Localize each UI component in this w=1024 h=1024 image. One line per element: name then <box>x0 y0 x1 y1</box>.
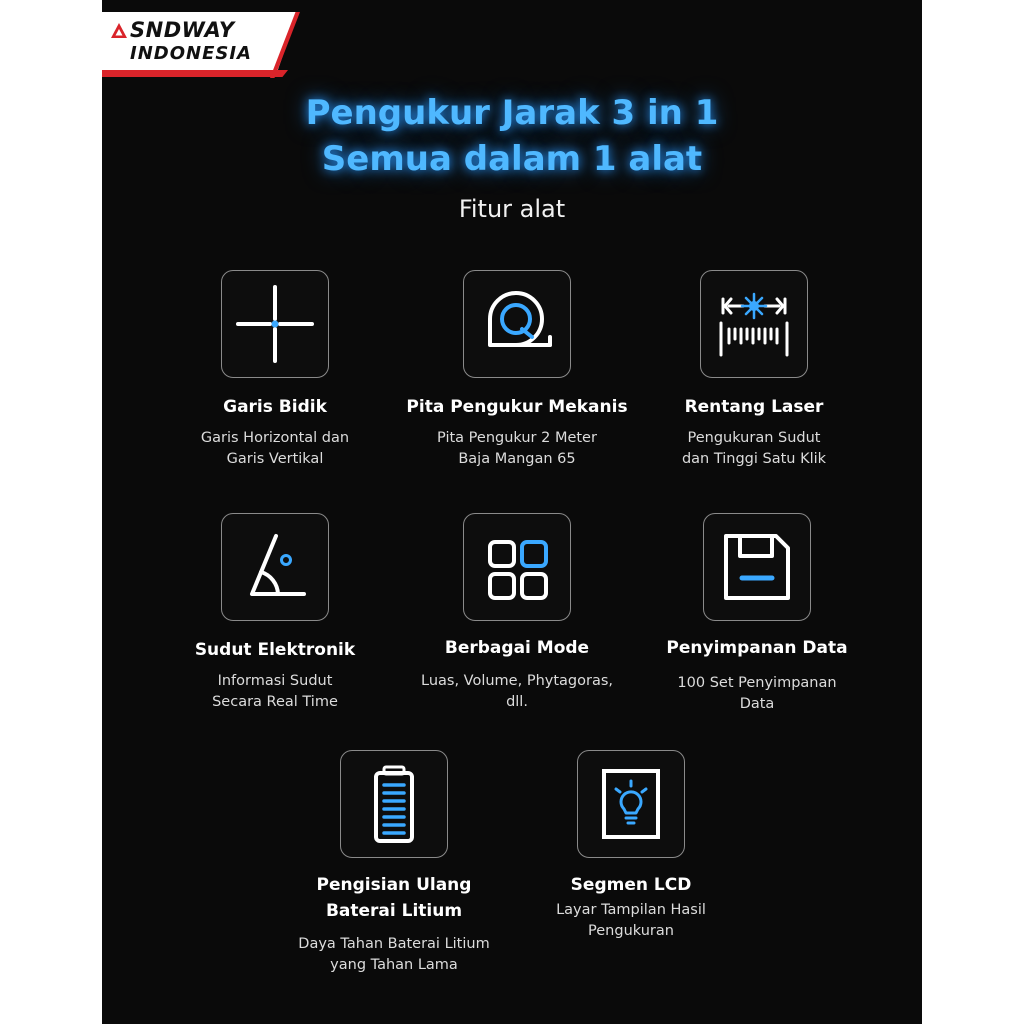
floppy-disk-icon <box>712 522 802 612</box>
feature-card-sudut-elektronik <box>155 513 395 713</box>
brand-logo <box>102 12 298 78</box>
icon-box <box>463 270 571 378</box>
feature-card-berbagai-mode <box>397 513 637 713</box>
icon-box <box>703 513 811 621</box>
battery-icon <box>349 759 439 849</box>
feature-description: Informasi Sudut Secara Real Time <box>212 673 338 710</box>
title-line-1: Pengukur Jarak 3 in 1 <box>305 93 719 133</box>
brand-country: INDONESIA <box>130 43 252 64</box>
icon-box <box>221 270 329 378</box>
feature-card-pita-pengukur <box>397 270 637 470</box>
feature-card-garis-bidik <box>155 270 395 470</box>
feature-description: Pita Pengukur 2 Meter Baja Mangan 65 <box>437 430 597 467</box>
feature-title: Sudut Elektronik <box>194 640 356 660</box>
feature-description: Garis Horizontal dan Garis Vertikal <box>200 430 350 467</box>
feature-description: Pengukuran Sudut dan Tinggi Satu Klik <box>681 430 827 467</box>
angle-icon <box>230 522 320 612</box>
feature-title: Segmen LCD <box>570 875 692 895</box>
laser-range-icon <box>709 279 799 369</box>
lightbulb-screen-icon <box>586 759 676 849</box>
feature-description: 100 Set Penyimpanan Data <box>677 675 837 712</box>
crosshair-icon <box>230 279 320 369</box>
grid-modes-icon <box>472 522 562 612</box>
feature-title: Pita Pengukur Mekanis <box>406 397 628 417</box>
feature-card-rentang-laser <box>634 270 874 470</box>
icon-box <box>463 513 571 621</box>
feature-description: Luas, Volume, Phytagoras, dll. <box>421 673 613 710</box>
tape-measure-icon <box>472 279 562 369</box>
feature-description: Layar Tampilan Hasil Pengukuran <box>556 902 706 939</box>
feature-title: Penyimpanan Data <box>666 638 848 658</box>
icon-box <box>577 750 685 858</box>
feature-title: Pengisian Ulang Baterai Litium <box>316 875 472 921</box>
feature-title: Rentang Laser <box>684 397 824 417</box>
page-subtitle: Fitur alat <box>458 195 566 223</box>
page-title <box>102 90 922 182</box>
feature-card-penyimpanan-data <box>637 513 877 715</box>
icon-box <box>221 513 329 621</box>
feature-card-segmen-lcd <box>511 750 751 942</box>
feature-title: Garis Bidik <box>223 397 327 417</box>
icon-box <box>700 270 808 378</box>
title-line-2: Semua dalam 1 alat <box>321 139 703 179</box>
feature-card-baterai <box>274 750 514 976</box>
feature-title: Berbagai Mode <box>444 638 590 658</box>
brand-name: SNDWAY <box>130 18 235 42</box>
brand-mark-icon <box>110 22 128 40</box>
icon-box <box>340 750 448 858</box>
feature-description: Daya Tahan Baterai Litium yang Tahan Lama <box>298 936 490 973</box>
